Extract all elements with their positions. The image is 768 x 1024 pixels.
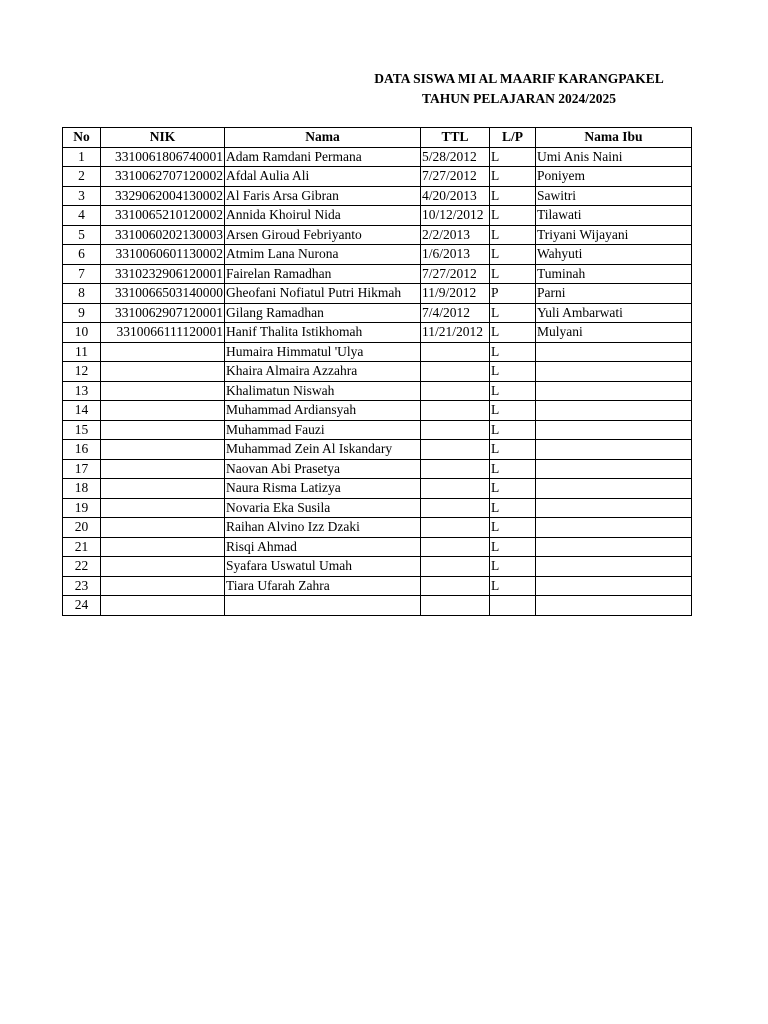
cell-ttl: 7/27/2012 [421, 167, 490, 187]
cell-lp: L [490, 401, 536, 421]
cell-nama: Muhammad Zein Al Iskandary [225, 440, 421, 460]
cell-lp: L [490, 245, 536, 265]
cell-lp: L [490, 440, 536, 460]
table-row [63, 557, 692, 577]
cell-nama-ibu: Wahyuti [536, 245, 692, 265]
cell-lp: L [490, 186, 536, 206]
table-row [63, 479, 692, 499]
cell-ttl [421, 401, 490, 421]
cell-ttl [421, 576, 490, 596]
cell-nama-ibu: Tilawati [536, 206, 692, 226]
cell-ttl [421, 537, 490, 557]
cell-lp: L [490, 342, 536, 362]
cell-nama: Naura Risma Latizya [225, 479, 421, 499]
table-row [63, 206, 692, 226]
cell-no: 7 [63, 264, 101, 284]
cell-nama-ibu [536, 537, 692, 557]
cell-no: 14 [63, 401, 101, 421]
table-row [63, 245, 692, 265]
cell-nama: Gilang Ramadhan [225, 303, 421, 323]
cell-no: 23 [63, 576, 101, 596]
cell-nik: 3310060601130002 [101, 245, 225, 265]
header-nama: Nama [225, 128, 421, 148]
cell-nik [101, 537, 225, 557]
cell-ttl: 10/12/2012 [421, 206, 490, 226]
cell-no: 10 [63, 323, 101, 343]
cell-ttl [421, 440, 490, 460]
document-subtitle: TAHUN PELAJARAN 2024/2025 [421, 91, 616, 106]
cell-lp: L [490, 557, 536, 577]
cell-ttl: 11/21/2012 [421, 323, 490, 343]
cell-nama: Atmim Lana Nurona [225, 245, 421, 265]
cell-ttl [421, 342, 490, 362]
cell-nama-ibu [536, 557, 692, 577]
table-header-row [63, 128, 692, 148]
cell-nik: 3310065210120002 [101, 206, 225, 226]
cell-nama-ibu: Triyani Wijayani [536, 225, 692, 245]
cell-lp: L [490, 303, 536, 323]
cell-lp [490, 596, 536, 616]
cell-nama-ibu [536, 420, 692, 440]
student-table [62, 127, 692, 616]
table-row [63, 498, 692, 518]
header-ttl: TTL [421, 128, 490, 148]
cell-nama: Annida Khoirul Nida [225, 206, 421, 226]
cell-no: 15 [63, 420, 101, 440]
table-row [63, 440, 692, 460]
cell-lp: L [490, 537, 536, 557]
cell-ttl [421, 498, 490, 518]
cell-lp: P [490, 284, 536, 304]
cell-lp: L [490, 264, 536, 284]
cell-nik [101, 498, 225, 518]
cell-lp: L [490, 362, 536, 382]
cell-nik [101, 459, 225, 479]
cell-ttl: 7/4/2012 [421, 303, 490, 323]
cell-no: 16 [63, 440, 101, 460]
cell-no: 3 [63, 186, 101, 206]
cell-ttl: 2/2/2013 [421, 225, 490, 245]
cell-no: 17 [63, 459, 101, 479]
cell-ttl: 4/20/2013 [421, 186, 490, 206]
cell-lp: L [490, 225, 536, 245]
cell-nik [101, 479, 225, 499]
cell-nik [101, 557, 225, 577]
table-row [63, 420, 692, 440]
cell-lp: L [490, 518, 536, 538]
table-row [63, 576, 692, 596]
cell-nik: 3310062907120001 [101, 303, 225, 323]
header-nama-ibu: Nama Ibu [536, 128, 692, 148]
cell-nik [101, 381, 225, 401]
cell-nama: Novaria Eka Susila [225, 498, 421, 518]
cell-nama-ibu: Parni [536, 284, 692, 304]
cell-nik [101, 596, 225, 616]
cell-lp: L [490, 479, 536, 499]
cell-lp: L [490, 323, 536, 343]
cell-nama-ibu: Poniyem [536, 167, 692, 187]
cell-ttl [421, 459, 490, 479]
cell-nik [101, 576, 225, 596]
cell-nama-ibu [536, 459, 692, 479]
cell-nama: Gheofani Nofiatul Putri Hikmah [225, 284, 421, 304]
cell-nama-ibu [536, 498, 692, 518]
cell-no: 9 [63, 303, 101, 323]
cell-no: 6 [63, 245, 101, 265]
cell-ttl [421, 479, 490, 499]
cell-nama-ibu [536, 342, 692, 362]
table-row [63, 381, 692, 401]
cell-nama-ibu [536, 381, 692, 401]
cell-no: 1 [63, 147, 101, 167]
cell-ttl: 1/6/2013 [421, 245, 490, 265]
cell-nama: Naovan Abi Prasetya [225, 459, 421, 479]
cell-nama-ibu: Tuminah [536, 264, 692, 284]
table-row [63, 323, 692, 343]
header-nik: NIK [101, 128, 225, 148]
document-title: DATA SISWA MI AL MAARIF KARANGPAKEL [374, 71, 664, 86]
cell-nama-ibu: Umi Anis Naini [536, 147, 692, 167]
cell-no: 19 [63, 498, 101, 518]
cell-lp: L [490, 147, 536, 167]
table-row [63, 518, 692, 538]
cell-nama: Fairelan Ramadhan [225, 264, 421, 284]
table-row [63, 342, 692, 362]
cell-nama: Afdal Aulia Ali [225, 167, 421, 187]
table-row [63, 362, 692, 382]
header-lp: L/P [490, 128, 536, 148]
table-row [63, 459, 692, 479]
cell-nama: Adam Ramdani Permana [225, 147, 421, 167]
table-body [63, 147, 692, 615]
cell-nama-ibu [536, 479, 692, 499]
cell-nama-ibu: Sawitri [536, 186, 692, 206]
table-row [63, 264, 692, 284]
cell-lp: L [490, 459, 536, 479]
table-row [63, 303, 692, 323]
cell-nik: 3310232906120001 [101, 264, 225, 284]
cell-no: 22 [63, 557, 101, 577]
cell-nik [101, 401, 225, 421]
cell-nama-ibu: Yuli Ambarwati [536, 303, 692, 323]
cell-ttl [421, 381, 490, 401]
cell-nama-ibu [536, 401, 692, 421]
cell-lp: L [490, 206, 536, 226]
cell-nama-ibu [536, 518, 692, 538]
cell-ttl [421, 420, 490, 440]
cell-nik: 3310062707120002 [101, 167, 225, 187]
cell-lp: L [490, 167, 536, 187]
cell-nama: Syafara Uswatul Umah [225, 557, 421, 577]
cell-lp: L [490, 381, 536, 401]
table-row [63, 167, 692, 187]
cell-nik: 3310066111120001 [101, 323, 225, 343]
cell-nama: Tiara Ufarah Zahra [225, 576, 421, 596]
cell-nama-ibu [536, 362, 692, 382]
header-no: No [63, 128, 101, 148]
cell-nik [101, 440, 225, 460]
cell-nik: 3310066503140000 [101, 284, 225, 304]
cell-no: 5 [63, 225, 101, 245]
cell-nama: Risqi Ahmad [225, 537, 421, 557]
cell-nik [101, 362, 225, 382]
cell-no: 24 [63, 596, 101, 616]
cell-no: 4 [63, 206, 101, 226]
table-row [63, 537, 692, 557]
cell-nik [101, 518, 225, 538]
cell-lp: L [490, 576, 536, 596]
cell-lp: L [490, 498, 536, 518]
cell-no: 8 [63, 284, 101, 304]
cell-no: 13 [63, 381, 101, 401]
cell-lp: L [490, 420, 536, 440]
cell-nama: Khaira Almaira Azzahra [225, 362, 421, 382]
cell-no: 12 [63, 362, 101, 382]
cell-nama: Khalimatun Niswah [225, 381, 421, 401]
cell-nama [225, 596, 421, 616]
cell-nama: Hanif Thalita Istikhomah [225, 323, 421, 343]
cell-nik: 3329062004130002 [101, 186, 225, 206]
cell-ttl: 7/27/2012 [421, 264, 490, 284]
table-row [63, 284, 692, 304]
cell-nik: 3310061806740001 [101, 147, 225, 167]
cell-nama-ibu [536, 596, 692, 616]
cell-no: 20 [63, 518, 101, 538]
cell-nama: Raihan Alvino Izz Dzaki [225, 518, 421, 538]
cell-no: 18 [63, 479, 101, 499]
cell-nama-ibu [536, 440, 692, 460]
cell-ttl: 11/9/2012 [421, 284, 490, 304]
cell-ttl: 5/28/2012 [421, 147, 490, 167]
table-row [63, 596, 692, 616]
cell-no: 11 [63, 342, 101, 362]
table-row [63, 225, 692, 245]
table-row [63, 401, 692, 421]
cell-nik [101, 342, 225, 362]
table-row [63, 186, 692, 206]
cell-nama: Al Faris Arsa Gibran [225, 186, 421, 206]
table-row [63, 147, 692, 167]
cell-ttl [421, 596, 490, 616]
cell-nama-ibu [536, 576, 692, 596]
cell-nik [101, 420, 225, 440]
cell-ttl [421, 557, 490, 577]
cell-nama-ibu: Mulyani [536, 323, 692, 343]
cell-nik: 3310060202130003 [101, 225, 225, 245]
cell-no: 2 [63, 167, 101, 187]
cell-ttl [421, 518, 490, 538]
cell-nama: Arsen Giroud Febriyanto [225, 225, 421, 245]
cell-nama: Humaira Himmatul 'Ulya [225, 342, 421, 362]
cell-ttl [421, 362, 490, 382]
cell-nama: Muhammad Ardiansyah [225, 401, 421, 421]
cell-no: 21 [63, 537, 101, 557]
cell-nama: Muhammad Fauzi [225, 420, 421, 440]
